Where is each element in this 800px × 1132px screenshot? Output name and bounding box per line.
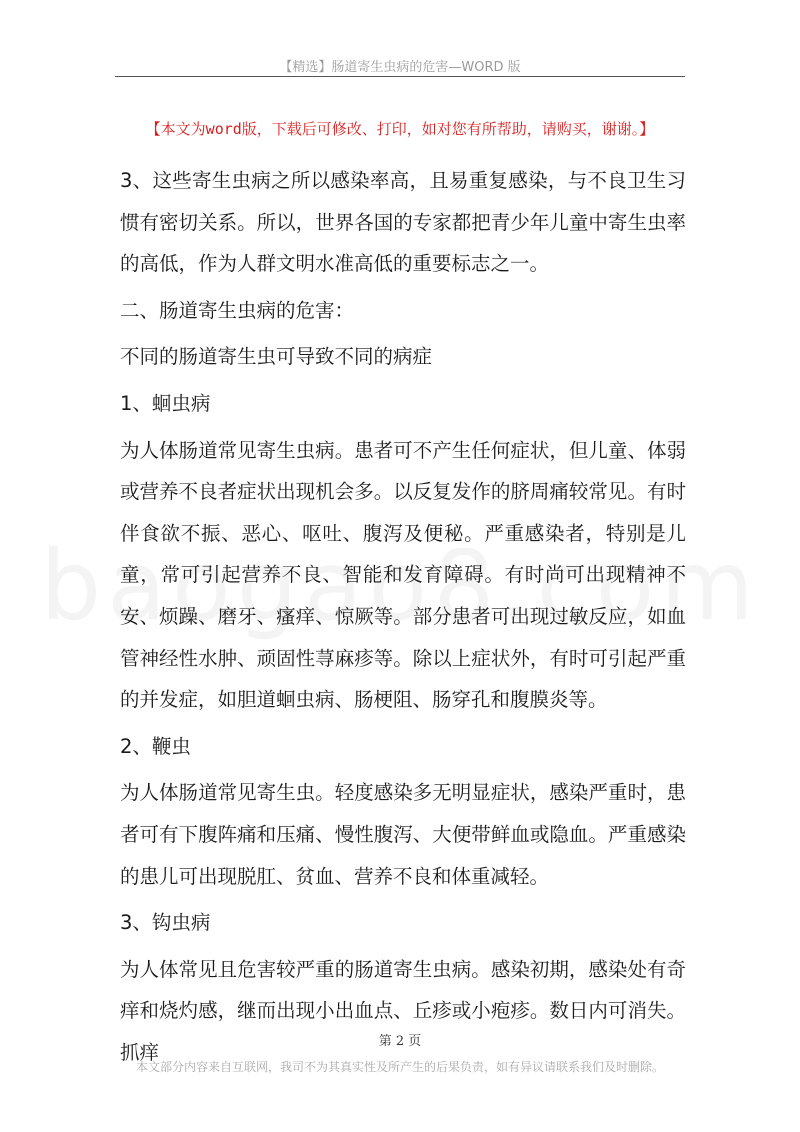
paragraph-ascariasis: 为人体肠道常见寄生虫病。患者可不产生任何症状，但儿童、体弱或营养不良者症状出现机会多。以反复发作的脐周痛较常见。有时伴食欲不振、恶心、呕吐、腹泻及便秘。严重感染者，特别是儿童，常可引起营养不良、智能和发育障碍。有时尚可出现精神不安、烦躁、磨牙、瘙痒、惊厥等。部分患者可出现过敏反应，如血管神经性水肿、顽固性荨麻疹等。除以上症状外，有时可引起严重的并发症，如胆道蛔虫病、肠梗阻、肠穿孔和腹膜炎等。 xyxy=(120,438,686,712)
purchase-notice: 【本文为word版，下载后可修改、打印，如对您有所帮助，请购买，谢谢。】 xyxy=(145,120,655,138)
paragraph-hookworm: 为人体常见且危害较严重的肠道寄生虫病。感染初期，感染处有奇痒和烧灼感，继而出现小出血点、丘疹或小疱疹。数日内可消失。抓痒 xyxy=(120,957,686,1064)
footer-disclaimer: 本文部分内容来自互联网，我司不为其真实性及所产生的后果负责，如有异议请联系我们及时删除。 xyxy=(135,1060,664,1074)
section-heading-harm: 二、肠道寄生虫病的危害： xyxy=(120,298,355,322)
subheading-hookworm: 3、钩虫病 xyxy=(120,911,211,935)
header-divider xyxy=(115,76,685,77)
subheading-ascariasis: 1、蛔虫病 xyxy=(120,391,211,415)
paragraph-whipworm: 为人体肠道常见寄生虫。轻度感染多无明显症状，感染严重时，患者可有下腹阵痛和压痛、慢性腹泻、大便带鲜血或隐血。严重感染的患儿可出现脱肛、贫血、营养不良和体重减轻。 xyxy=(120,781,686,888)
document-header-title: 【精选】肠道寄生虫病的危害—WORD 版 xyxy=(279,60,521,75)
document-body xyxy=(120,160,686,1078)
page-number: 第 2 页 xyxy=(378,1034,422,1049)
paragraph-infection-rate: 3、这些寄生虫病之所以感染率高，且易重复感染，与不良卫生习惯有密切关系。所以，世界各国的专家都把青少年儿童中寄生虫率的高低，作为人群文明水准高低的重要标志之一。 xyxy=(120,169,686,276)
paragraph-intro: 不同的肠道寄生虫可导致不同的病症 xyxy=(120,345,433,369)
subheading-whipworm: 2、鞭虫 xyxy=(120,734,191,758)
